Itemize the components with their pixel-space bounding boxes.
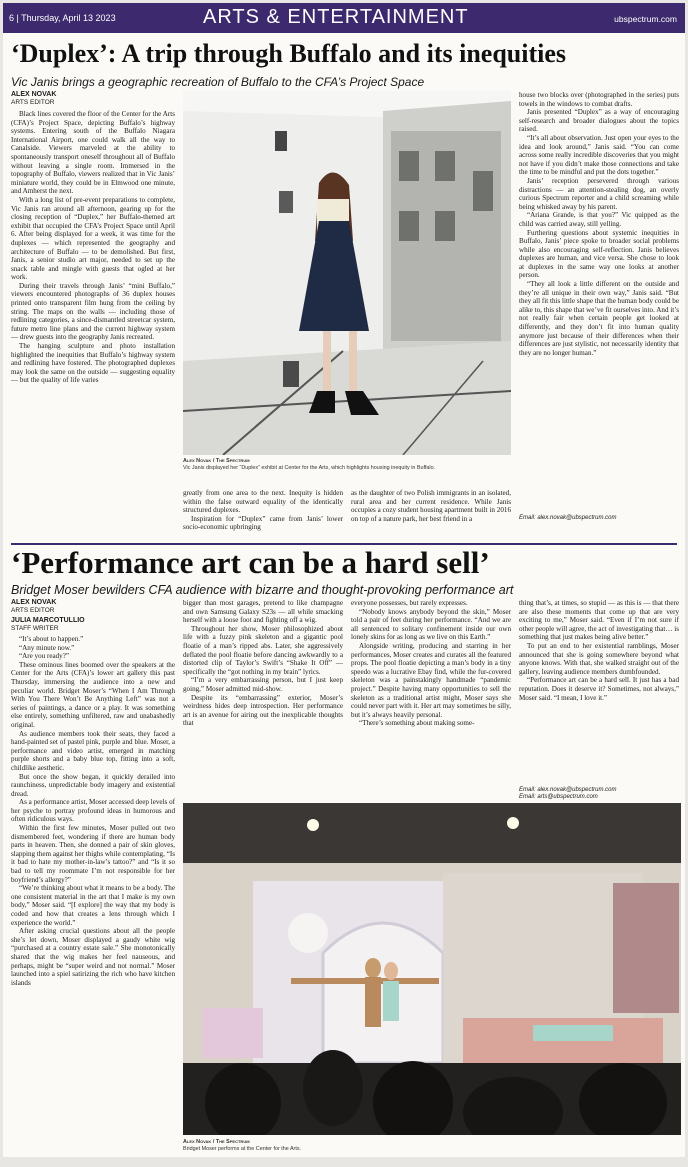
paragraph: everyone possesses, but rarely expresses.	[351, 599, 468, 607]
paragraph: thing that’s, at times, so stupid — as this is — that there are also these moments that come up that are very exciting to me,” Moser said. “Even if I’m not sure if other people will agree, the act of investigating that… is something that just makes being alive better.”	[519, 599, 679, 642]
article2-email-2[interactable]: Email: arts@ubspectrum.com	[519, 794, 598, 800]
masthead	[3, 3, 685, 33]
paragraph: Throughout her show, Moser philosophized about life with a fuzzy pink skeleton and a gigantic pool floatie of a man’s ripped abs. Later, she aggressively deflated the pool floatie before dancing awkwardly to a distorted clip of Taylor’s Swift’s “Shake It Off” — specifically the “got nothing in my brain” lyrics.	[183, 624, 343, 676]
paragraph: “We’re thinking about what it means to be a body. The one consistent material in the art that I make is my own body,” Moser said. “[I explore] the way that my body is coded and how that creates a lens through which I experience the world.”	[11, 884, 175, 927]
article2-column-3	[351, 599, 511, 797]
article2-column-1	[11, 635, 175, 1153]
paragraph: house two blocks over (photographed in the series) puts towels in the windows to combat drafts.	[519, 91, 679, 108]
paragraph: “I’m a very embarrassing person, but I just keep going,” Moser admitted mid-show.	[183, 676, 343, 693]
performance-photo-image	[183, 803, 681, 1135]
caption-text: Bridget Moser performs at the Center for the Arts.	[183, 1145, 302, 1152]
paragraph: “Performance art can be a hard sell. It just has a bad reputation. Does it deserve it? Sometimes, not always,” Moser said. “I mean, I love it.”	[519, 676, 679, 702]
paragraph: With a long list of pre-event preparations to complete, Vic Janis ran around all afternoon, gearing up for the closing reception of “Duplex,” her Buffalo-themed art exhibit that occupied the CFA’s Project Space until April 6. After being displayed for a week, it was time for the duplexes — which represented the geography and architecture of Buffalo — to be demolished. But first, Janis, a senior studio art major, needed to set up the snack table and mingle with guests that ogled at her work.	[11, 195, 175, 282]
paragraph: Within the first few minutes, Moser pulled out two dismembered feet, wondering if there are human body parts in heaven. Then, she donned a pair of skin gloves, slapping them against her thighs while contemplating, “Is it bad to hate my mother-in-law’s tattoo?” and “Is it so bad to tell my roommate I’m not responsible for her boyfriend’s allergy?”	[11, 824, 175, 884]
article1-column-2	[183, 489, 343, 543]
page-info: 6 | Thursday, April 13 2023	[9, 13, 116, 23]
article2-headline: ‘Performance art can be a hard sell’	[11, 545, 490, 580]
paragraph: These ominous lines boomed over the speakers at the Center for the Arts (CFA)’s lower art gallery this past Thursday, immersing the audience into a new and peculiar world. Bridget Moser’s “When I Am Through With You There Won’t Be Anything Left” was not a series of paintings, a dance or a play. It was something else entirely, something unfiltered, raw and unabashedly original.	[11, 660, 175, 729]
paragraph: Janis’ reception persevered through various distractions — an attention-stealing dog, an overly curious Spectrum reporter and a child screaming while being whisked away by his parent.	[519, 176, 679, 211]
paragraph: Furthering questions about systemic inequities in Buffalo, Janis’ piece spoke to broader social problems while also encouraging self-reflection. Janis believes duplexes are human, and vice versa. She chose to look at duplexes in the same way one looks at another person.	[519, 228, 679, 280]
author-name: JULIA MARCOTULLIO	[11, 617, 85, 624]
paragraph: Black lines covered the floor of the Center for the Arts (CFA)’s Project Space, depicting Buffalo’s highway systems. Entering south of the Buffalo Niagara International Airport, one could walk all the way to Canalside. Viewers marveled at the ability to spontaneously transport oneself throughout all of Buffalo without leaving a single room. Immersed in the topography of Buffalo, viewers realized that in Vic Janis’ miniature world, they could be in Elmwood one minute, and Amherst the next.	[11, 110, 175, 196]
article2-byline-2	[11, 617, 85, 633]
author-role: ARTS EDITOR	[11, 99, 55, 106]
paragraph: The hanging sculpture and photo installation highlighted the inequities that Buffalo’s highway system and redlining have fostered. The photographed duplexes may look the same on the outside — suggesting equality — but the quality of life varies	[11, 342, 175, 385]
paragraph: Alongside writing, producing and starring in her performances, Moser creates and curates all the featured props. The pool floatie depicting a man’s body in a tiny speedo was a lucrative Ebay find, while the fur-covered skeleton was a painstakingly handmade “pandemic project.” Despite having many opportunities to sell the skeleton as a traditional artist might, Moser says she could never part with it. Her art may sometimes be silly, but it’s always heavily personal.	[351, 641, 511, 719]
article1-column-4	[519, 91, 679, 511]
site-url[interactable]: ubspectrum.com	[614, 14, 677, 24]
paragraph: “Nobody knows anybody beyond the skin,” Moser told a pair of feet during her performance. “And we are all sentenced to solitary confinement inside our own lonely skins for as long as we live on this Earth.”	[351, 607, 511, 642]
paragraph: After asking crucial questions about all the people she’s let down, Moser displayed a gaudy white wig “purchased at a country estate sale.” She monotonically shared that the wig makes her feel nauseous, and perhaps, might be “super weird and not normal.” Moser launched into a spiel satirizing the rich who have kitchen islands	[11, 927, 175, 987]
article1-caption	[183, 458, 511, 471]
paragraph: As audience members took their seats, they faced a hand-painted set of pastel pink, purple and blue. Moser, a performance and video artist, emerged in matching purple shorts and a baby blue top, fitting into a soft, childlike aesthetic.	[11, 729, 175, 772]
paragraph: “It’s all about observation. Just open your eyes to the idea and look around,” Janis said. “You can come across some really incredible discoveries that you might not have if you didn’t make those connections and take the time to be mindful and put the dots together.”	[519, 133, 679, 177]
performance-photo	[183, 803, 681, 1135]
paragraph: “Ariana Grande, is that you?” Vic quipped as the child was carried away, still yelling.	[519, 211, 679, 228]
article1-column-3	[351, 489, 511, 543]
article1-byline	[11, 91, 56, 107]
paragraph: But once the show began, it quickly derailed into raunchiness, unpredictable body imagery and existential dread.	[11, 772, 175, 798]
article1-column-1	[11, 110, 175, 542]
article1-headline: ‘Duplex’: A trip through Buffalo and its inequities	[11, 39, 567, 68]
article2-email-1[interactable]: Email: alex.novak@ubspectrum.com	[519, 787, 617, 793]
article2-column-2	[183, 599, 343, 797]
paragraph: as the daughter of two Polish immigrants in an isolated, rural area and her current residence. While Janis occupies a cozy student housing apartment built in 2016 on top of a nature park, her best friend in a	[351, 489, 511, 523]
article2-caption	[183, 1139, 681, 1152]
paragraph: greatly from one area to the next. Inequity is hidden within the false outward equality of the identically structured duplexes.	[183, 489, 343, 515]
paragraph: bigger than most garages, pretend to like champagne and own Samsung Galaxy S23s — all while smacking herself with a loose foot and fighting off a wig.	[183, 599, 343, 625]
paragraph: “It’s about to happen.”	[19, 635, 84, 643]
photo-credit: Alex Novak / The Spectrum	[183, 1139, 250, 1145]
exhibit-photo-image	[183, 91, 511, 455]
paragraph: Inspiration for “Duplex” came from Janis’ lower socio-economic upbringing	[183, 514, 343, 532]
author-role: ARTS EDITOR	[11, 607, 55, 614]
author-name: ALEX NOVAK	[11, 91, 57, 98]
paragraph: To put an end to her existential ramblings, Moser announced that she is going somewhere beyond what anyone knows. With that, she walked straight out of the gallery, leaving audience members dumbfounded.	[519, 641, 679, 676]
paragraph: Janis presented “Duplex” as a way of encouraging self-research and broader dialogues about the topics raised.	[519, 108, 679, 134]
paragraph: “Any minute now.”	[19, 643, 75, 652]
article2-deck: Bridget Moser bewilders CFA audience with bizarre and thought-provoking performance art	[11, 583, 514, 597]
article1-email[interactable]: Email: alex.novak@ubspectrum.com	[519, 515, 617, 521]
section-title: ARTS & ENTERTAINMENT	[203, 6, 469, 28]
paragraph: “Are you ready?”	[19, 652, 70, 661]
paragraph: “There’s something about making some-	[359, 719, 475, 728]
exhibit-photo	[183, 91, 511, 455]
paragraph: “They all look a little different on the outside and they’re all unique in their own way,” Janis said. “But they all fit this little shape that the human body could be alike to, this shape that we’ve fit ourselves into. And it’s not really fair when certain people get looked at differently, and they don’t fit into human quality anymore just because of their differences when their differences are just stylistic, not necessarily identity that they are no longer human.”	[519, 280, 679, 357]
photo-credit: Alex Novak / The Spectrum	[183, 458, 250, 464]
author-name: ALEX NOVAK	[11, 599, 57, 606]
article2-byline-1	[11, 599, 56, 615]
paragraph: As a performance artist, Moser accessed deep levels of her psyche to portray profound ideas in humorous and often ridiculous ways.	[11, 798, 175, 824]
paragraph: Despite its “embarrassing” exterior, Moser’s weirdness hides deep introspection. Her performance art is an avenue for airing out the inexplicable thoughts that	[183, 693, 343, 728]
caption-text: Vic Janis displayed her “Duplex” exhibit at Center for the Arts, which highlights housing inequity in Buffalo.	[183, 464, 436, 471]
newspaper-page	[3, 3, 685, 1157]
paragraph: During their travels through Janis’ “mini Buffalo,” viewers encountered photographs of 36 duplex houses printed onto transparent film hung from the ceiling by string. The maps on the walls — including those of redlining categories, a since-dismantled streetcar system, future metro line plans and the current highway system — drew guests into the geography Janis recreated.	[11, 281, 175, 342]
article1-deck: Vic Janis brings a geographic recreation of Buffalo to the CFA’s Project Space	[11, 75, 425, 89]
article2-column-4	[519, 599, 679, 785]
author-role: STAFF WRITER	[11, 625, 59, 632]
